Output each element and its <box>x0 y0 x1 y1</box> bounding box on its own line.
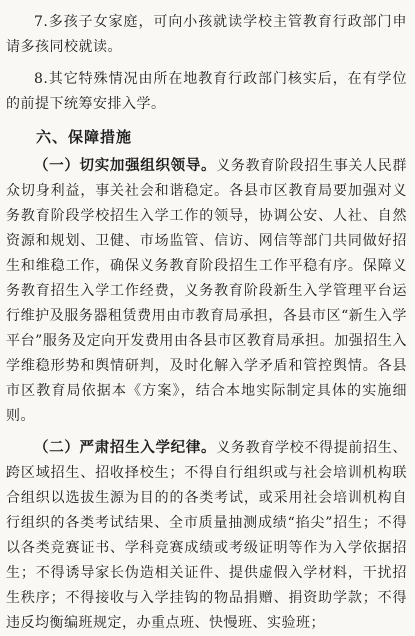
paragraph-organization-leadership <box>6 154 407 429</box>
paragraph-item-7: 7.多孩子女家庭，可向小孩就读学校主管教育行政部门申请多孩同校就读。 <box>6 14 407 55</box>
subsection-body-organization: 义务教育阶段招生事关人民群众切身利益，事关社会和谐稳定。各县市区教育局要加强对义务教育阶段学校招生入学工作的领导，协调公安、人社、自然资源和规划、卫健、市场监管、信访、网信等部门共同做好招生和维稳工作，确保义务教育阶段招生工作平稳有序。保障义务教育招生入学工作经费，义务教育阶段新生入学管理平台运行维护及服务器租赁费用由市教育局承担，各县市区“新生入学平台”服务及定向开发费用由各县市区教育局承担。加强招生入学维稳形势和舆情研判，及时化解入学矛盾和管控舆情。各县市区教育局依据本《方案》，结合本地实际制定具体的实施细则。 <box>6 158 407 424</box>
subsection-title-organization: （一）切实加强组织领导。 <box>34 158 217 174</box>
subsection-title-discipline: （二）严肃招生入学纪律。 <box>34 440 217 456</box>
paragraph-item-8: 8.其它特殊情况由所在地教育行政部门核实后，在有学位的前提下统筹安排入学。 <box>6 71 407 112</box>
paragraph-enrollment-discipline <box>6 436 407 636</box>
subsection-body-discipline: 义务教育学校不得提前招生、跨区域招生、招收择校生；不得自行组织或与社会培训机构联合组织以选拔生源为目的的各类考试，或采用社会培训机构自行组织的各类考试结果、全市质量抽测成绩“掐尖”招生；不得以各类竞赛证书、学科竞赛成绩或考级证明等作为入学依据招生；不得诱导家长伪造相关证件、提供虚假入学材料，干扰招生秩序；不得接收与入学挂钩的物品捐赠、捐资助学款；不得违反均衡编班规定，办重点班、快慢班、实验班； <box>6 440 407 631</box>
section-heading-safeguards: 六、保障措施 <box>36 128 133 146</box>
